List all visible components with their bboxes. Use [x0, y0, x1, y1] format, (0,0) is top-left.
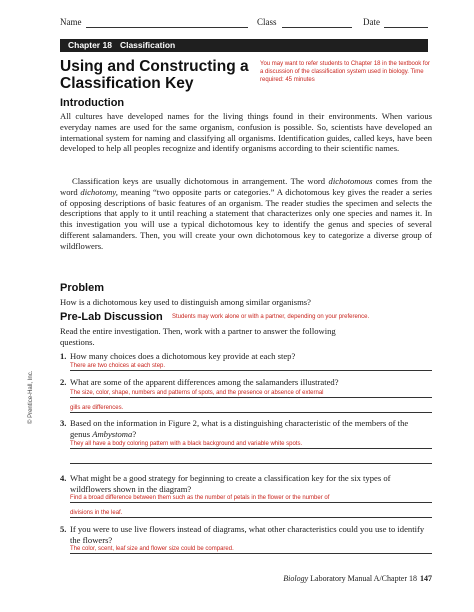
teacher-note: You may want to refer students to Chapter 18 in the textbook for a discussion of the classification system used in biology. Time required: 45 minutes [260, 61, 430, 83]
introduction-paragraph-1: All cultures have developed names for the living things found in their environments. When various everyday names are used for the same organism, confusion is possible. So, scientists have developed an international system for naming and classifying all organisms. Identification guides, called keys, have been developed to help all peoples recognize and identify organisms according to their scientific names. [60, 111, 432, 154]
prelab-teacher-note: Students may work alone or with a partner, depending on your preference. [172, 314, 370, 320]
question-text: If you were to use live flowers instead of diagrams, what other characteristics could you use to identify the flowers? [70, 524, 425, 545]
answer-line[interactable] [70, 370, 432, 371]
page-title: Using and Constructing a Classification Key [60, 58, 249, 92]
answer-line[interactable] [70, 463, 432, 464]
class-field-line[interactable] [282, 27, 352, 28]
answer-line[interactable] [70, 412, 432, 413]
intro-p2-part-b: comes from the word [60, 176, 432, 197]
question-number: 1. [60, 351, 67, 361]
page-number: 147 [420, 574, 432, 583]
intro-p2-part-c: meaning “two opposite parts or categories.” A dichotomous key gives the reader a series of opposing descriptions of basic features of an organism. The reader studies the specimen and selects the descriptions that apply to it until reaching a statement that characterizes only one species and names it. In this investigation you will use a typical dichotomous key to identify the genus and species of several different salamanders. Then, you will create your own dichotomous key to categorize a diverse group of wildflowers. [60, 186, 433, 251]
name-label: Name [60, 17, 82, 27]
answer-line[interactable] [70, 448, 432, 449]
question-number: 4. [60, 473, 67, 483]
chapter-number: Chapter 18 [68, 40, 112, 50]
copyright-notice: © Prentice-Hall, Inc. [28, 370, 34, 424]
question-number: 3. [60, 418, 67, 428]
question-number: 2. [60, 377, 67, 387]
answer-4-line-1: Find a broad difference between them such as the number of petals in the flower or the number of [70, 495, 330, 501]
class-label: Class [257, 17, 277, 27]
intro-term-dichotomous: dichotomous [328, 176, 373, 186]
header-fields [60, 17, 428, 31]
prelab-heading: Pre-Lab Discussion [60, 311, 163, 323]
problem-text: How is a dichotomous key used to distinguish among similar organisms? [60, 297, 311, 307]
footer-manual: Laboratory Manual A/Chapter 18 [308, 574, 417, 583]
question-3-text-b: ? [132, 428, 137, 439]
date-field-line[interactable] [384, 27, 428, 28]
question-text: What are some of the apparent differences among the salamanders illustrated? [70, 377, 339, 387]
question-text: How many choices does a dichotomous key provide at each step? [70, 351, 296, 361]
answer-5: The color, scent, leaf size and flower size could be compared. [70, 546, 234, 552]
answer-1: There are two choices at each step. [70, 363, 166, 369]
answer-3: They all have a body coloring pattern with a black background and variable white spots. [70, 441, 303, 447]
chapter-topic: Classification [119, 40, 176, 50]
page-footer [262, 574, 432, 583]
problem-heading: Problem [60, 282, 105, 294]
chapter-bar [60, 39, 428, 52]
answer-line[interactable] [70, 397, 432, 398]
date-label: Date [363, 17, 380, 27]
answer-line[interactable] [70, 517, 432, 518]
question-number: 5. [60, 524, 67, 534]
genus-name: Ambystoma [92, 428, 133, 439]
answer-2-line-1: The size, color, shape, numbers and patterns of spots, and the presence or absence of external [70, 390, 324, 396]
prelab-instructions: Read the entire investigation. Then, work with a partner to answer the following questions. [60, 326, 336, 347]
question-text [70, 418, 430, 439]
intro-term-dichotomy: dichotomy, [80, 186, 118, 197]
introduction-heading: Introduction [60, 97, 125, 109]
intro-p2-part-a: Classification keys are usually dichotomous in arrangement. The word [72, 176, 329, 186]
answer-4-line-2: divisions in the leaf. [70, 510, 123, 516]
answer-line[interactable] [70, 553, 432, 554]
question-3-text-a: Based on the information in Figure 2, what is a distinguishing characteristic of the members of the genus [70, 418, 409, 439]
answer-line[interactable] [70, 502, 432, 503]
question-text: What might be a good strategy for beginning to create a classification key for the six types of wildflowers shown in the diagram? [70, 473, 391, 494]
introduction-paragraph-2 [60, 176, 432, 252]
footer-book-title: Biology [283, 574, 309, 583]
name-field-line[interactable] [86, 27, 248, 28]
answer-2-line-2: gills are differences. [70, 405, 124, 411]
